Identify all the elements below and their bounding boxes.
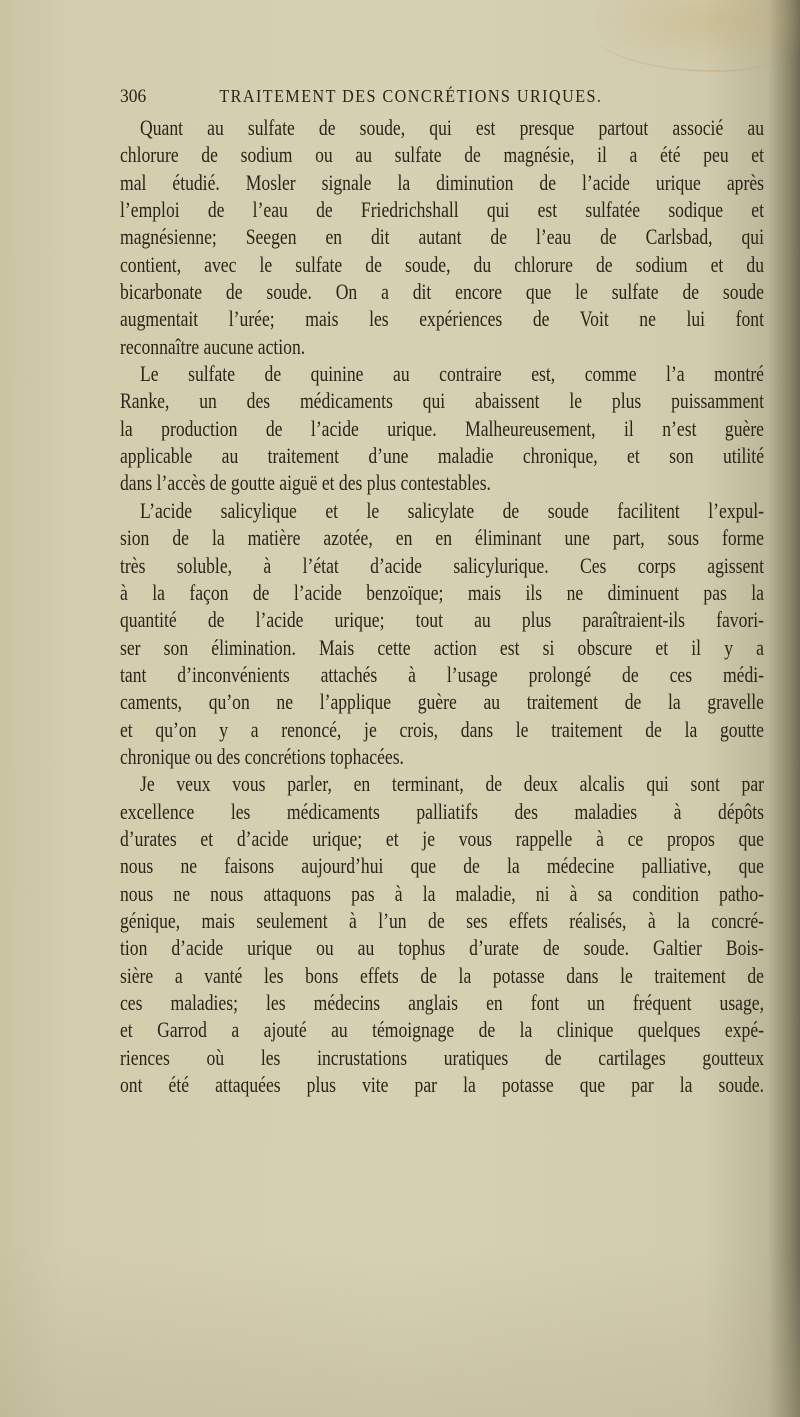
text-line: d’urates et d’acide urique; et je vous rappelle à ce propos que bbox=[120, 825, 764, 851]
text-line: ont été attaquées plus vite par la potasse que par la soude. bbox=[120, 1072, 764, 1098]
text-line: L’acide salicylique et le salicylate de soude facilitent l’expul- bbox=[140, 497, 764, 523]
text-line: ces maladies; les médecins anglais en font un fréquent usage, bbox=[120, 990, 764, 1015]
text-line: caments, qu’on ne l’applique guère au traitement de la gravelle bbox=[120, 689, 764, 715]
text-line: l’emploi de l’eau de Friedrichshall qui est sulfatée sodique et bbox=[120, 197, 764, 223]
text-line: à la façon de l’acide benzoïque; mais ils ne diminuent pas la bbox=[120, 579, 764, 605]
text-line: contient, avec le sulfate de soude, du chlorure de sodium et du bbox=[120, 251, 764, 277]
text-line: Je veux vous parler, en terminant, de deux alcalis qui sont par bbox=[140, 771, 764, 797]
text-line: mal étudié. Mosler signale la diminution de l’acide urique après bbox=[120, 169, 764, 195]
text-line: magnésienne; Seegen en dit autant de l’eau de Carlsbad, qui bbox=[120, 224, 764, 250]
text-line: chronique ou des concrétions tophacées. bbox=[120, 743, 404, 769]
paper-stain bbox=[590, 0, 800, 72]
text-line: excellence les médicaments palliatifs des maladies à dépôts bbox=[120, 798, 764, 824]
text-line: dans l’accès de goutte aiguë et des plus contestables. bbox=[120, 470, 491, 496]
text-line: chlorure de sodium ou au sulfate de magnésie, il a été peu et bbox=[120, 142, 764, 168]
text-line: Ranke, un des médicaments qui abaissent le plus puissamment bbox=[120, 388, 764, 414]
text-line: sion de la matière azotée, en en éliminant une part, sous forme bbox=[120, 525, 764, 551]
text-line: tant d’inconvénients attachés à l’usage prolongé de ces médi- bbox=[120, 661, 764, 687]
text-line: et qu’on y a renoncé, je crois, dans le traitement de la goutte bbox=[120, 716, 764, 742]
text-line: riences où les incrustations uratiques de cartilages goutteux bbox=[120, 1044, 764, 1070]
text-line: génique, mais seulement à l’un de ses effets réalisés, à la concré- bbox=[120, 907, 764, 933]
body-text bbox=[120, 114, 764, 1098]
text-line: applicable au traitement d’une maladie chronique, et son utilité bbox=[120, 443, 764, 469]
text-line: nous ne faisons aujourd’hui que de la médecine palliative, que bbox=[120, 853, 764, 879]
text-line: bicarbonate de soude. On a dit encore que le sulfate de soude bbox=[120, 279, 764, 305]
text-line: la production de l’acide urique. Malheureusement, il n’est guère bbox=[120, 415, 764, 441]
page-number: 306 bbox=[120, 86, 147, 107]
text-line: Le sulfate de quinine au contraire est, comme l’a montré bbox=[140, 361, 764, 387]
text-line: augmentait l’urée; mais les expériences de Voit ne lui font bbox=[120, 306, 764, 332]
paper-shading bbox=[0, 1250, 800, 1417]
text-line: et Garrod a ajouté au témoignage de la clinique quelques expé- bbox=[120, 1017, 764, 1043]
text-line: ser son élimination. Mais cette action est si obscure et il y a bbox=[120, 634, 764, 660]
text-line: tion d’acide urique ou au tophus d’urate de soude. Galtier Bois- bbox=[120, 935, 764, 961]
text-line: nous ne nous attaquons pas à la maladie, ni à sa condition patho- bbox=[120, 880, 764, 906]
text-line: sière a vanté les bons effets de la potasse dans le traitement de bbox=[120, 962, 764, 988]
running-title: TRAITEMENT DES CONCRÉTIONS URIQUES. bbox=[219, 86, 603, 106]
text-line: Quant au sulfate de soude, qui est presque partout associé au bbox=[140, 115, 764, 140]
text-line: reconnaître aucune action. bbox=[120, 333, 306, 359]
book-page bbox=[120, 82, 764, 1098]
text-line: quantité de l’acide urique; tout au plus paraîtraient-ils favori- bbox=[120, 607, 764, 633]
text-line: très soluble, à l’état d’acide salicylurique. Ces corps agissent bbox=[120, 552, 764, 578]
running-header bbox=[120, 82, 712, 112]
